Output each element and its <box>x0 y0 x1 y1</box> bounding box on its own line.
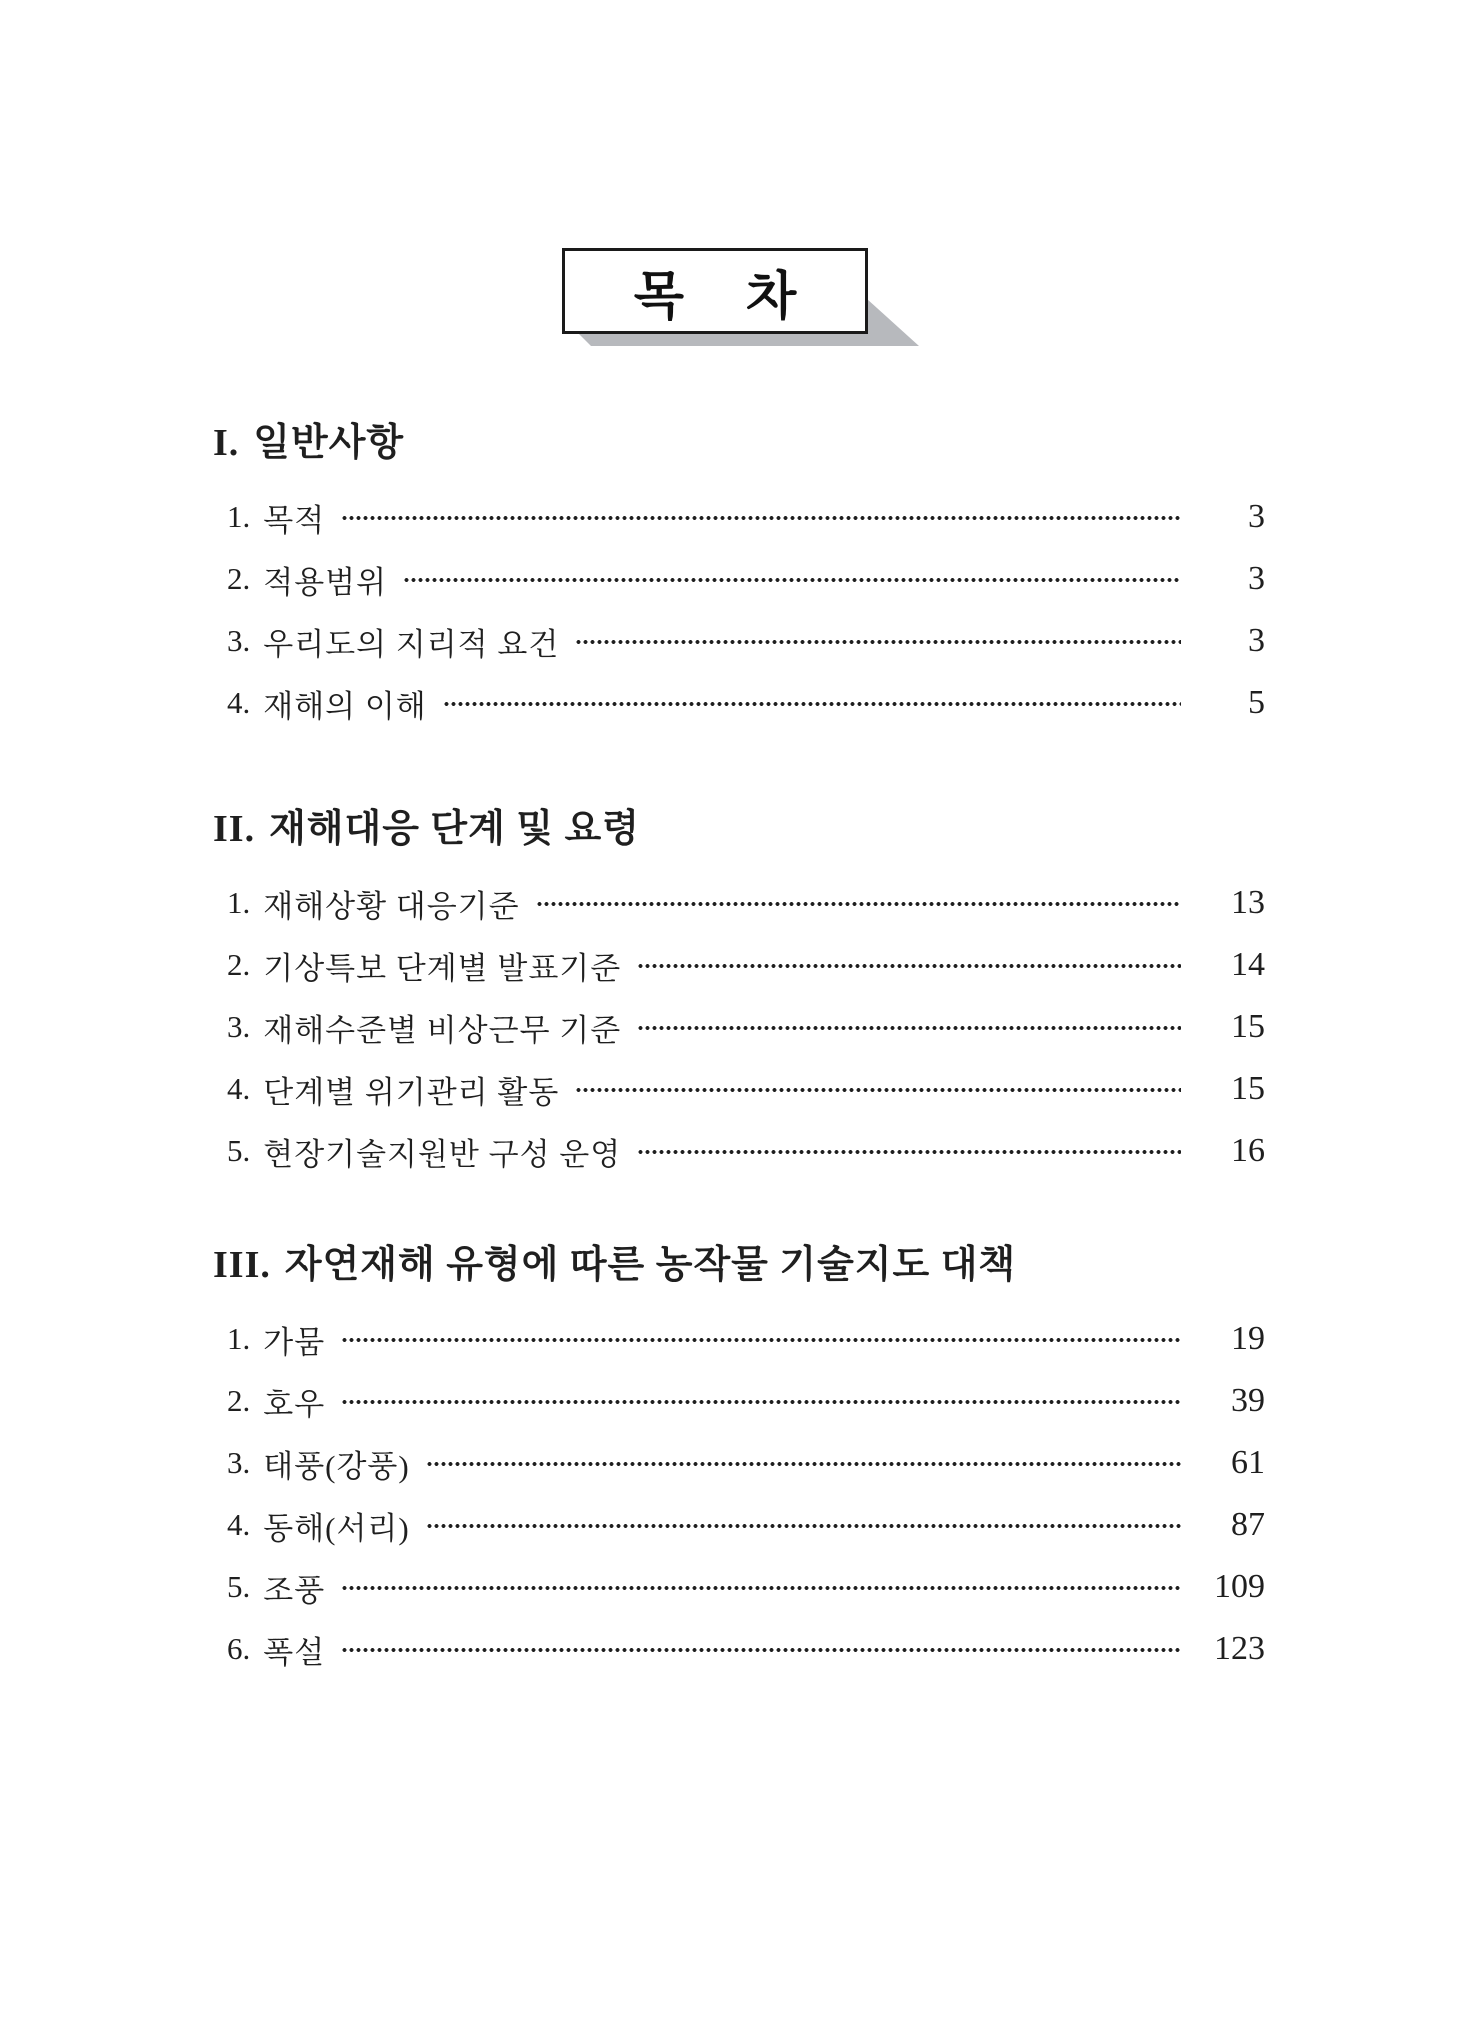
toc-item-page: 5 <box>1248 684 1265 721</box>
section-numeral: II. <box>213 808 256 850</box>
toc-item <box>227 610 1265 672</box>
toc-title-char-right: 차 <box>746 267 797 326</box>
toc-item <box>227 1370 1265 1432</box>
toc-item-label: 조풍 <box>263 1572 326 1608</box>
leader-dots <box>341 1323 1181 1357</box>
toc-item-label: 적용범위 <box>263 564 388 600</box>
leader-dots <box>341 501 1181 535</box>
toc-item <box>227 1308 1265 1370</box>
section-title: 재해대응 단계 및 요령 <box>269 808 640 850</box>
toc-item-number: 3. <box>227 623 251 658</box>
toc-item-number: 3. <box>227 1445 251 1480</box>
toc-item-page: 19 <box>1231 1320 1265 1357</box>
toc-item-number: 1. <box>227 885 251 920</box>
toc-item <box>227 1494 1265 1556</box>
leader-dots <box>637 1135 1181 1169</box>
toc-item-number: 2. <box>227 1383 251 1418</box>
leader-dots <box>575 1073 1181 1107</box>
leader-dots <box>403 563 1181 597</box>
toc-item <box>227 1058 1265 1120</box>
toc-item-page: 123 <box>1214 1630 1265 1667</box>
toc-item-label: 호우 <box>263 1386 326 1422</box>
table-of-contents <box>213 420 1265 1680</box>
toc-item-number: 5. <box>227 1569 251 1604</box>
toc-item-number: 6. <box>227 1631 251 1666</box>
leader-dots <box>341 1385 1181 1419</box>
section-numeral: I. <box>213 422 240 464</box>
section-title: 일반사항 <box>253 422 405 464</box>
toc-item-label: 재해수준별 비상근무 기준 <box>263 1012 622 1048</box>
toc-item-page: 39 <box>1231 1382 1265 1419</box>
toc-item <box>227 996 1265 1058</box>
section-title: 자연재해 유형에 따른 농작물 기술지도 대책 <box>284 1244 1017 1286</box>
toc-item-page: 109 <box>1214 1568 1265 1605</box>
toc-item-page: 15 <box>1231 1070 1265 1107</box>
toc-items <box>213 872 1265 1182</box>
toc-item-label: 폭설 <box>263 1634 326 1670</box>
leader-dots <box>426 1447 1181 1481</box>
toc-section-3 <box>213 1242 1265 1680</box>
leader-dots <box>637 949 1181 983</box>
toc-item <box>227 548 1265 610</box>
toc-item-page: 16 <box>1231 1132 1265 1169</box>
leader-dots <box>341 1633 1181 1667</box>
toc-item-number: 3. <box>227 1009 251 1044</box>
toc-item <box>227 934 1265 996</box>
toc-item-label: 재해의 이해 <box>263 688 427 724</box>
toc-item-label: 현장기술지원반 구성 운영 <box>263 1136 622 1172</box>
toc-item-page: 87 <box>1231 1506 1265 1543</box>
toc-item <box>227 1556 1265 1618</box>
toc-item <box>227 1432 1265 1494</box>
toc-item-number: 1. <box>227 1321 251 1356</box>
section-heading <box>213 1242 1265 1288</box>
toc-items <box>213 486 1265 734</box>
toc-item-page: 3 <box>1248 622 1265 659</box>
toc-item-label: 동해(서리) <box>263 1510 410 1546</box>
leader-dots <box>443 687 1181 721</box>
toc-item <box>227 1618 1265 1680</box>
toc-item <box>227 1120 1265 1182</box>
toc-item-label: 목적 <box>263 502 326 538</box>
toc-item-page: 14 <box>1231 946 1265 983</box>
toc-item-number: 2. <box>227 947 251 982</box>
toc-item-label: 재해상황 대응기준 <box>263 888 520 924</box>
leader-dots <box>426 1509 1181 1543</box>
leader-dots <box>637 1011 1181 1045</box>
section-numeral: III. <box>213 1244 271 1286</box>
leader-dots <box>341 1571 1181 1605</box>
section-heading <box>213 806 1265 852</box>
toc-item <box>227 672 1265 734</box>
toc-item-page: 3 <box>1248 498 1265 535</box>
toc-item-number: 5. <box>227 1133 251 1168</box>
toc-item-label: 우리도의 지리적 요건 <box>263 626 560 662</box>
toc-item-label: 태풍(강풍) <box>263 1448 410 1484</box>
toc-item-label: 기상특보 단계별 발표기준 <box>263 950 622 986</box>
toc-title-box <box>562 248 868 334</box>
section-heading <box>213 420 1265 466</box>
toc-item-number: 4. <box>227 685 251 720</box>
toc-item-page: 15 <box>1231 1008 1265 1045</box>
leader-dots <box>575 625 1181 659</box>
toc-item-number: 2. <box>227 561 251 596</box>
toc-item <box>227 486 1265 548</box>
leader-dots <box>536 887 1181 921</box>
toc-item-page: 13 <box>1231 884 1265 921</box>
toc-item-label: 단계별 위기관리 활동 <box>263 1074 560 1110</box>
toc-items <box>213 1308 1265 1680</box>
toc-item-number: 4. <box>227 1071 251 1106</box>
toc-item <box>227 872 1265 934</box>
toc-title-char-left: 목 <box>633 267 684 326</box>
toc-item-number: 1. <box>227 499 251 534</box>
toc-section-1 <box>213 420 1265 734</box>
toc-item-page: 61 <box>1231 1444 1265 1481</box>
toc-item-number: 4. <box>227 1507 251 1542</box>
toc-item-label: 가뭄 <box>263 1324 326 1360</box>
toc-item-page: 3 <box>1248 560 1265 597</box>
toc-section-2 <box>213 806 1265 1182</box>
